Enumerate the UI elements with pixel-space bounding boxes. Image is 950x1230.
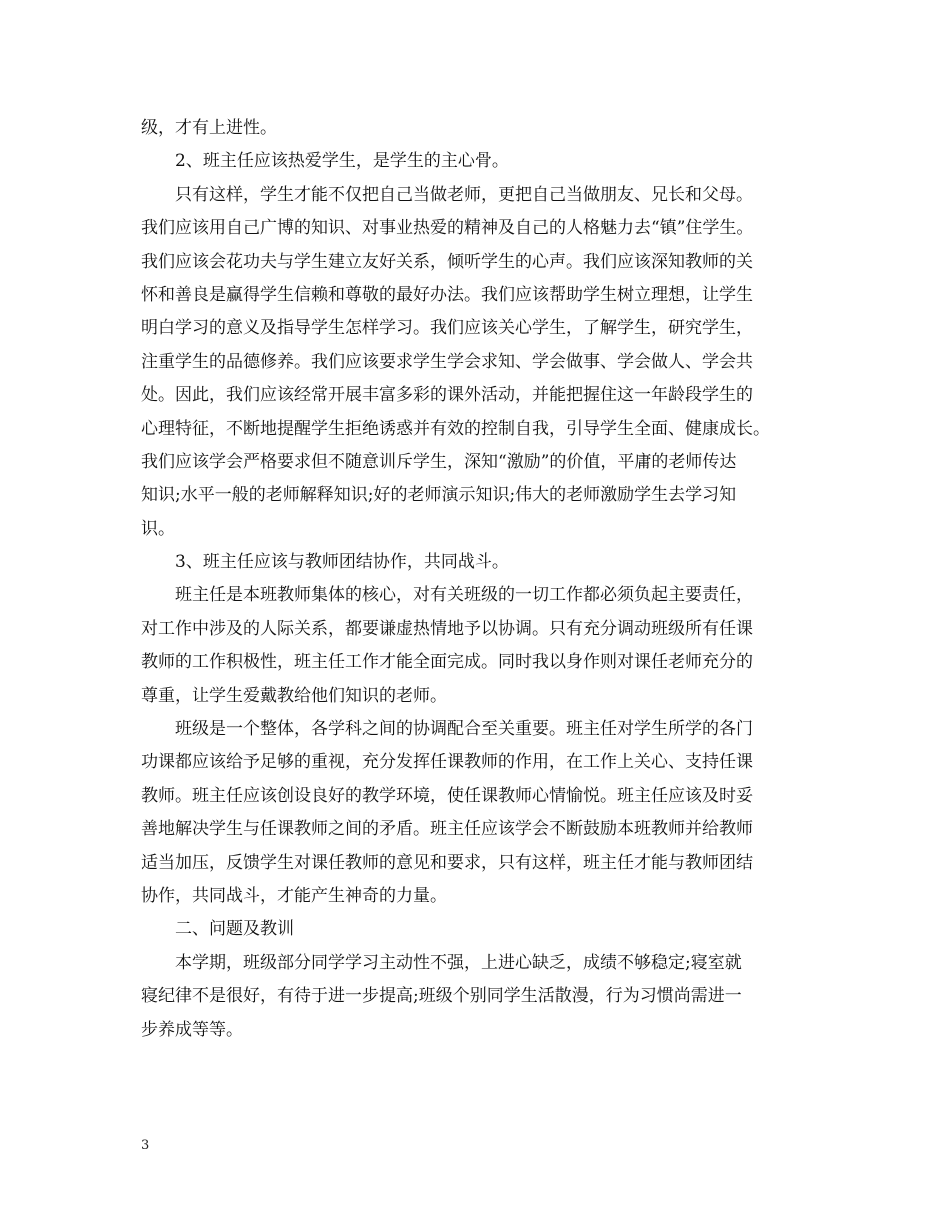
- text-line: 二、问题及教训: [175, 919, 294, 940]
- text-line: 善地解决学生与任课教师之间的矛盾。班主任应该学会不断鼓励本班教师并给教师: [141, 819, 753, 840]
- document-body: [141, 112, 831, 1047]
- text-line: 3、班主任应该与教师团结协作，共同战斗。: [175, 552, 509, 573]
- text-line: 对工作中涉及的人际关系，都要谦虚热情地予以协调。只有充分调动班级所有任课: [141, 618, 753, 639]
- text-line: 寝纪律不是很好，有待于进一步提高;班级个别同学生活散漫，行为习惯尚需进一: [141, 986, 742, 1007]
- text-line: 级，才有上进性。: [141, 118, 277, 138]
- text-line: 功课都应该给予足够的重视，充分发挥任课教师的作用，在工作上关心、支持任课: [141, 752, 753, 773]
- text-line: 尊重，让学生爱戴教给他们知识的老师。: [141, 685, 447, 706]
- text-line: 明白学习的意义及指导学生怎样学习。我们应该关心学生，了解学生，研究学生，: [141, 318, 753, 339]
- text-line: 教师的工作积极性，班主任工作才能全面完成。同时我以身作则对课任老师充分的: [141, 652, 753, 673]
- text-line: 处。因此，我们应该经常开展丰富多彩的课外活动，并能把握住这一年龄段学生的: [141, 385, 753, 406]
- text-line: 协作，共同战斗，才能产生神奇的力量。: [141, 885, 447, 906]
- page-number: 3: [141, 1138, 150, 1153]
- text-line: 我们应该学会严格要求但不随意训斥学生，深知“激励”的价值，平庸的老师传达: [141, 451, 737, 472]
- text-line: 班级是一个整体，各学科之间的协调配合至关重要。班主任对学生所学的各门: [175, 719, 753, 740]
- text-line: 适当加压，反馈学生对课任教师的意见和要求，只有这样，班主任才能与教师团结: [141, 852, 753, 873]
- text-line: 2、班主任应该热爱学生，是学生的主心骨。: [175, 151, 509, 172]
- text-line: 怀和善良是赢得学生信赖和尊敬的最好办法。我们应该帮助学生树立理想，让学生: [141, 284, 753, 305]
- text-line: 步养成等等。: [141, 1019, 243, 1040]
- text-line: 心理特征，不断地提醒学生拒绝诱惑并有效的控制自我，引导学生全面、健康成长。: [141, 418, 770, 439]
- text-line: 注重学生的品德修养。我们应该要求学生学会求知、学会做事、学会做人、学会共: [141, 351, 753, 372]
- text-line: 本学期，班级部分同学学习主动性不强，上进心缺乏，成绩不够稳定;寝室就: [175, 952, 742, 973]
- text-line: 教师。班主任应该创设良好的教学环境，使任课教师心情愉悦。班主任应该及时妥: [141, 785, 753, 806]
- text-line: 班主任是本班教师集体的核心，对有关班级的一切工作都必须负起主要责任，: [175, 585, 753, 606]
- text-line: 知识;水平一般的老师解释知识;好的老师演示知识;伟大的老师激励学生去学习知: [141, 485, 737, 506]
- text-line: 我们应该会花功夫与学生建立友好关系，倾听学生的心声。我们应该深知教师的关: [141, 251, 753, 272]
- text-line: 只有这样，学生才能不仅把自己当做老师，更把自己当做朋友、兄长和父母。: [175, 184, 753, 205]
- text-line: 我们应该用自己广博的知识、对事业热爱的精神及自己的人格魅力去“镇”住学生。: [141, 218, 754, 239]
- text-line: 识。: [141, 518, 175, 539]
